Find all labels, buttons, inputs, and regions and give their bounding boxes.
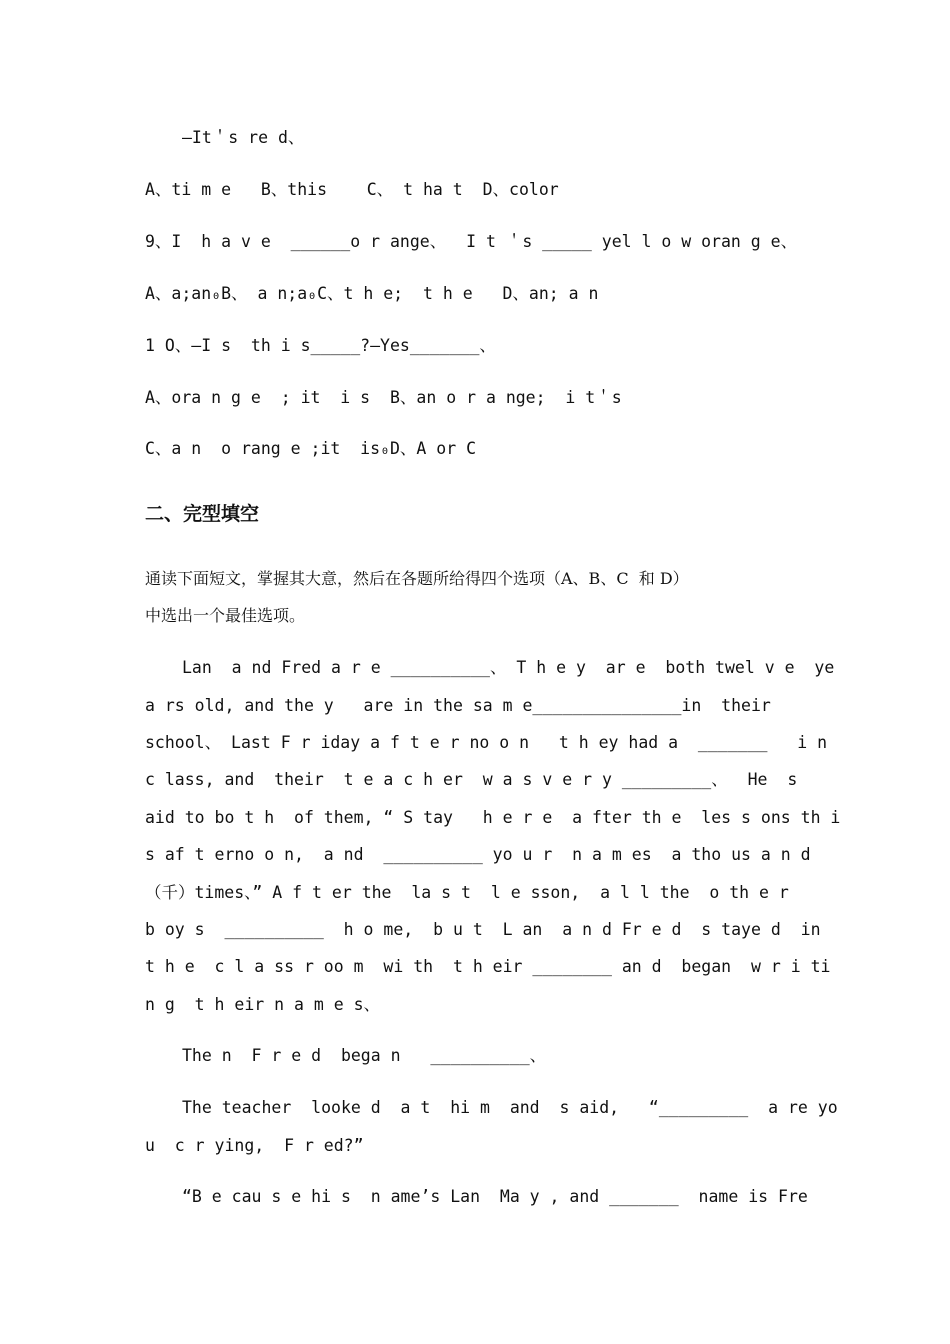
passage-line: The n F r e d bega n __________、 <box>182 1046 547 1065</box>
instructions-line-2: 中选出一个最佳选项。 <box>145 606 306 625</box>
question-10-options-cd: C、a n o rang e ;it is₀D、A or C <box>145 439 477 458</box>
passage-line: u c r ying, F r ed?” <box>145 1136 364 1155</box>
passage-line: t h e c l a ss r oo m wi th t h eir ________ an d began w r i ti <box>145 957 831 976</box>
question-8-options: A、ti m e B、this C、 t ha t D、color <box>145 180 559 199</box>
passage-line: （千）times、” A f t er the la s t l e sson, a l l the o th e r <box>145 883 789 902</box>
question-9: 9、I h a v e ______o r ange、 I t ＇s _____ yel l o w oran g e、 <box>145 232 798 251</box>
question-10-options-ab: A、ora n g e ; it i s B、an o r a nge; i t＇s <box>145 388 622 407</box>
question-8-answer: —It＇s re d、 <box>182 128 305 147</box>
passage-line: “B e cau s e hi s n ame’s Lan Ma y , and _______ name is Fre <box>182 1187 808 1206</box>
passage-line: school、 Last F r iday a f t e r no o n t h ey had a _______ i n <box>145 733 828 752</box>
passage-line: aid to bo t h of them, “ S tay h e r e a fter th e les s ons th i <box>145 808 841 827</box>
passage-line: The teacher looke d a t hi m and s aid, “_________ a re yo <box>182 1098 838 1117</box>
passage-line: b oy s __________ h o me, b u t L an a n d Fr e d s taye d in <box>145 920 821 939</box>
passage-line: Lan a nd Fred a r e __________、 T h e y ar e both twel v e ye <box>182 658 835 677</box>
passage-line: c lass, and their t e a c h er w a s v e r y _________、 He s <box>145 770 798 789</box>
question-10: 1 O、—I s th i s_____?—Yes_______、 <box>145 336 496 355</box>
instructions-line-1: 通读下面短文，掌握其大意，然后在各题所给得四个选项（A、B、C 和 D） <box>145 569 689 588</box>
question-9-options: A、a;an₀B、 a n;a₀C、t h e; t h e D、an; a n <box>145 284 599 303</box>
section-heading: 二、完型填空 <box>145 503 260 525</box>
passage-line: a rs old, and the y are in the sa m e_______________in their <box>145 696 771 715</box>
passage-line: n g t h eir n a m e s、 <box>145 995 381 1014</box>
passage-line: s af t erno o n, a nd __________ yo u r n a m es a tho us a n d <box>145 845 811 864</box>
